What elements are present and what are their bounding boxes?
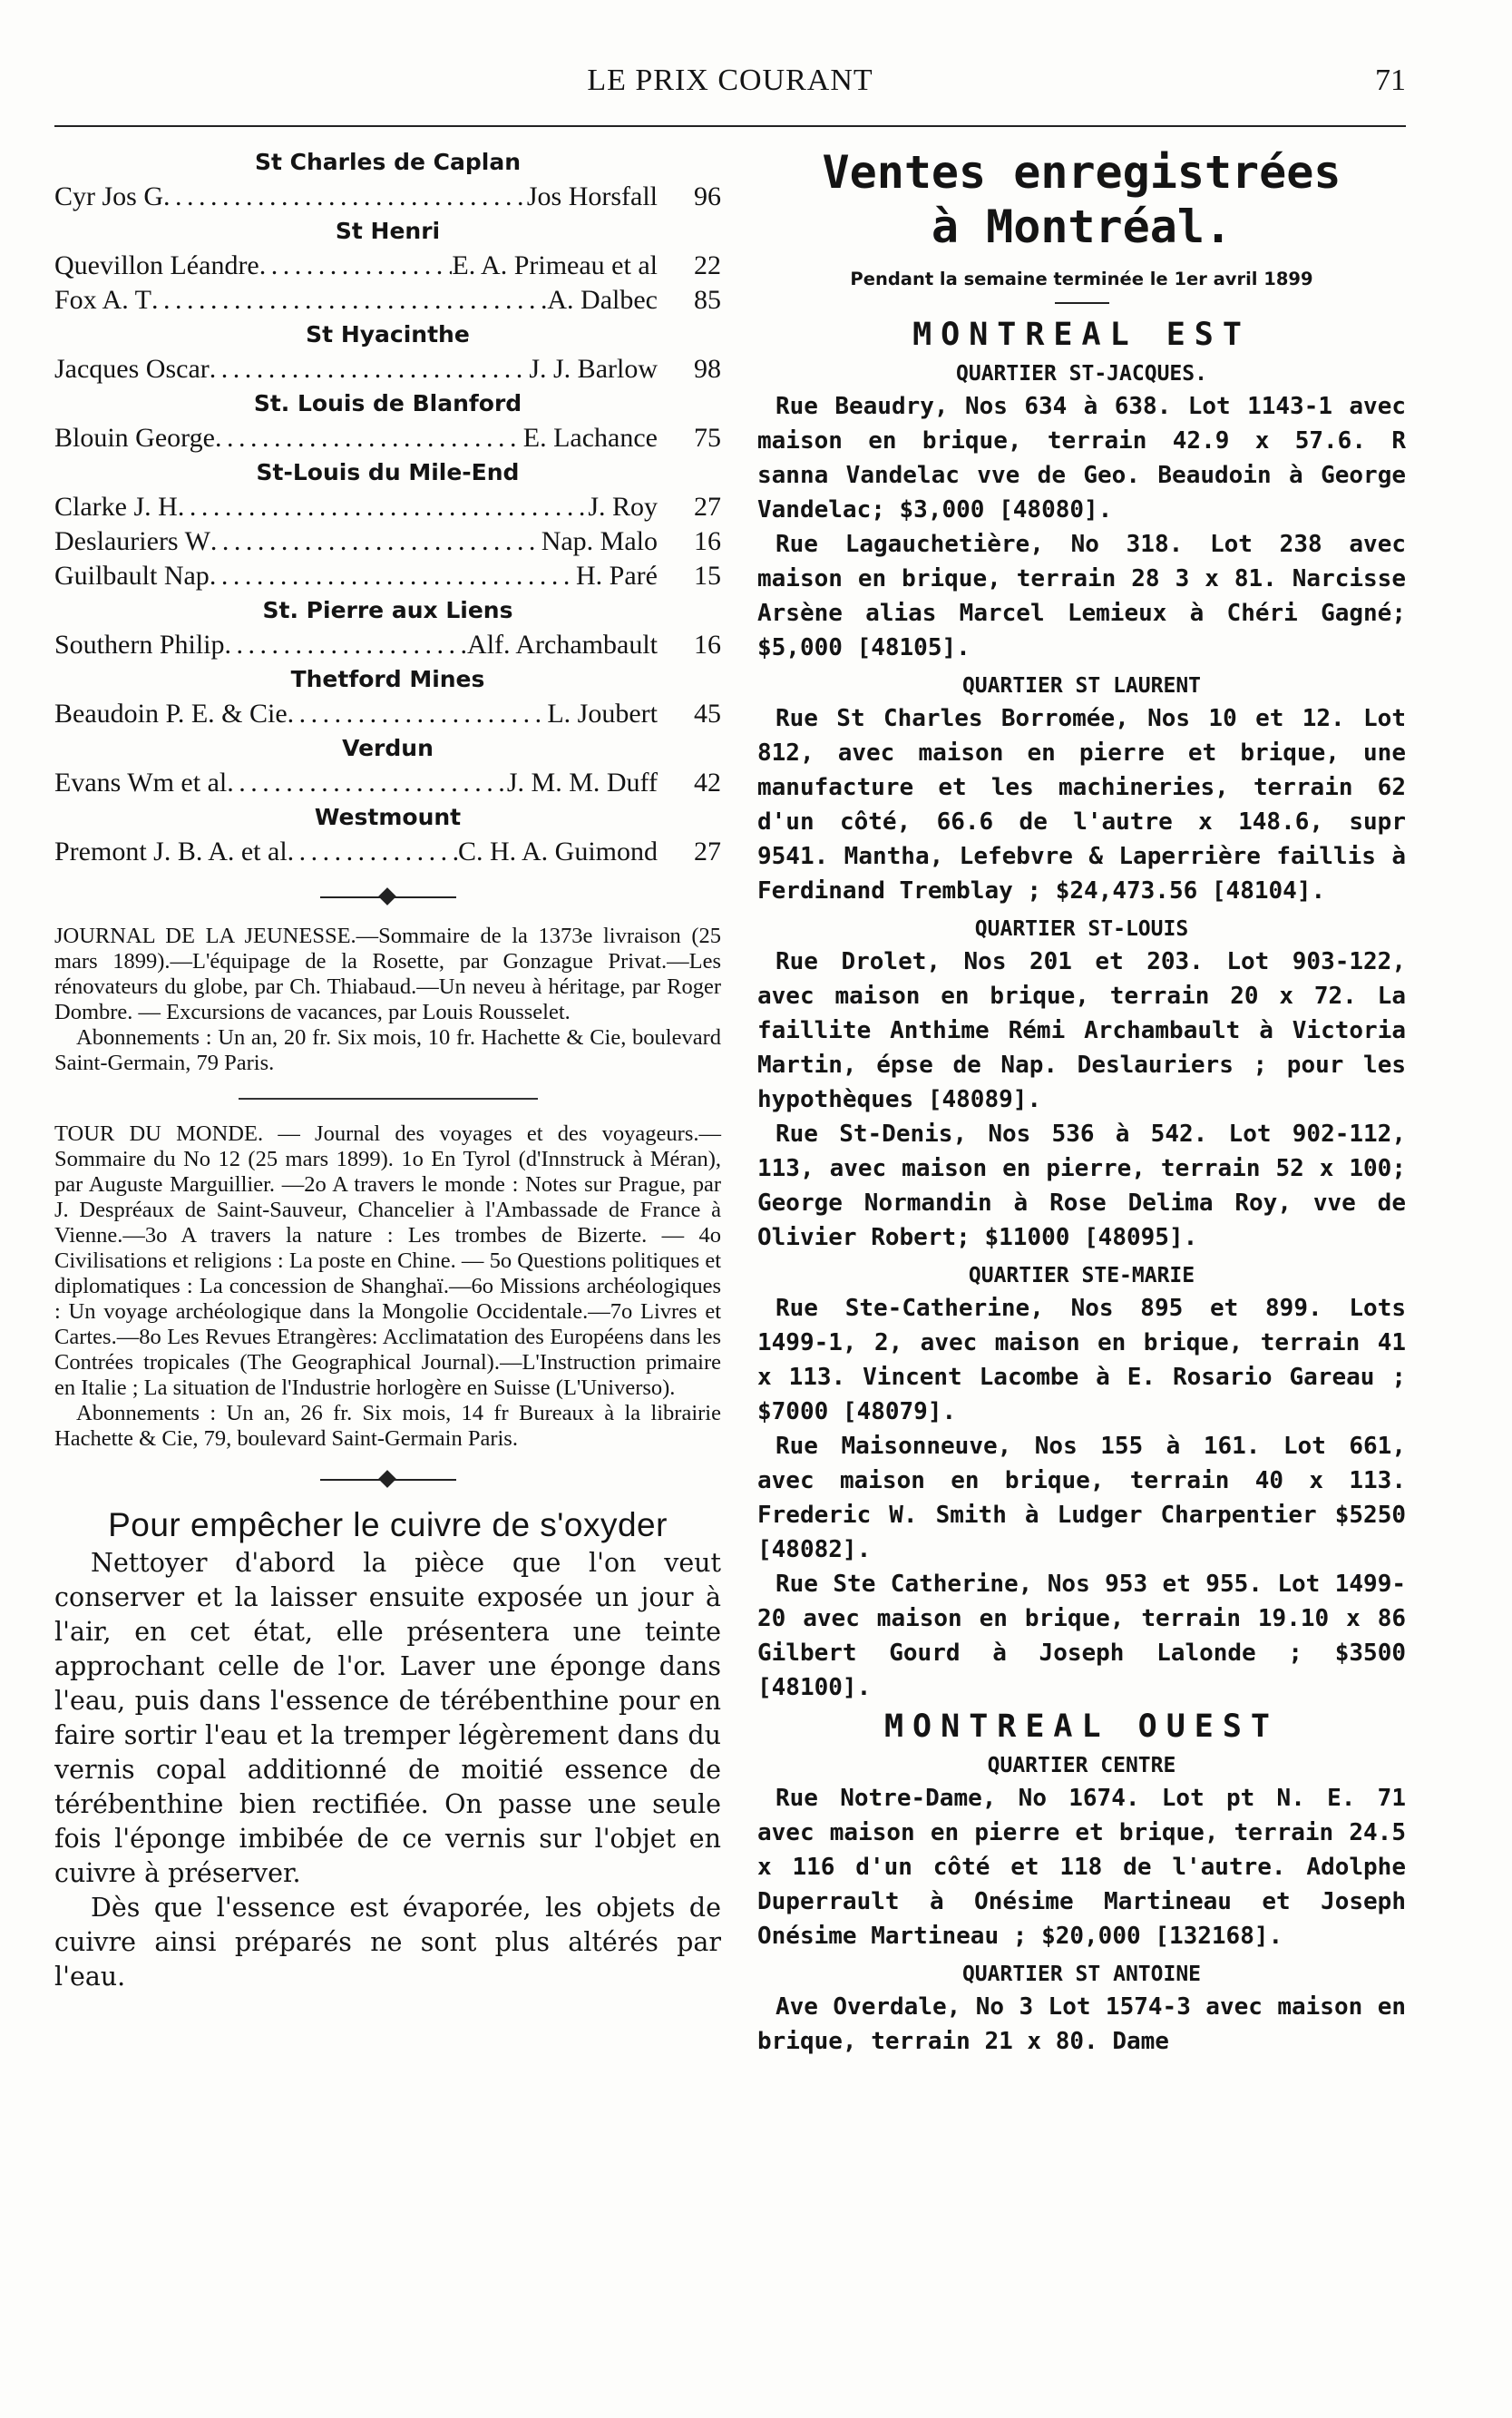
locality-heading: Westmount (314, 804, 462, 830)
entry-number: 27 (694, 837, 721, 866)
seller-name: H. Paré (576, 561, 658, 591)
buyer-name: Beaudoin P. E. & Cie (54, 699, 288, 729)
tour-summary: TOUR DU MONDE. — Journal des voyages et des voyageurs.—Sommaire du No 12 (25 mars 1899). 1o En Tyrol (d'Innstruck à Méran), par Auguste Marguillier. —2o A travers le monde : Notes sur Prague, par J. Despréaux de Saint-Sauveur, Chancelier à l'Ambassade de France à Vienne.—3o A travers la nature : Les trombes de Bizerte. — 4o Civilisations et religions : La poste en Chine. — 5o Questions politiques et diplomatiques : La concession de Shanghaï.—6o Missions archéologiques : Un voyage archéologique dans la Mongolie Occidentale.—7o Livres et Cartes.—8o Les Revues Etrangères: Acclimatation des Européens dans les Contrées tropicales (The Geographical Journal).—L'Instruction primaire en Italie ; La situation de l'Industrie horlogère en Suisse (L'Universo). (54, 1121, 721, 1400)
notice-rule (239, 1098, 538, 1100)
dot-leader (163, 180, 527, 214)
buyer-name: Cyr Jos G (54, 181, 164, 211)
buyer-name: Southern Philip (54, 630, 225, 660)
sale-entry (54, 421, 721, 455)
buyer-name: Fox A. T (54, 285, 151, 315)
entry-number: 42 (694, 768, 721, 798)
section-divider (54, 1470, 721, 1488)
seller-name: L. Joubert (547, 699, 658, 729)
buyer-name: Guilbault Nap (54, 561, 210, 591)
quartier-heading: QUARTIER ST ANTOINE (961, 1963, 1202, 1986)
seller-name: Jos Horsfall (526, 181, 658, 211)
entry-number: 75 (694, 423, 721, 453)
tour-subscription: Abonnements : Un an, 26 fr. Six mois, 14 fr Bureaux à la librairie Hachette & Cie, 79, boulevard Saint-Germain Paris. (54, 1401, 721, 1451)
sale-record: Rue St-Denis, Nos 536 à 542. Lot 902-112, 113, avec maison en pierre, terrain 52 x 100; George Normandin à Rose Delima Roy, vve de Olivier Robert; $11000 [48095]. (757, 1121, 1406, 1251)
entry-number: 45 (694, 699, 721, 729)
buyer-name: Clarke J. H (54, 492, 178, 522)
regional-sales-list (54, 145, 721, 869)
entry-number: 98 (694, 354, 721, 384)
article-title: Pour empêcher le cuivre de s'oxyder (108, 1506, 668, 1543)
dot-leader (288, 697, 548, 731)
title-rule (1055, 302, 1109, 304)
entry-number: 85 (694, 285, 721, 315)
sale-record: Ave Overdale, No 3 Lot 1574-3 avec maison en brique, terrain 21 x 80. Dame (757, 1993, 1406, 2055)
dot-leader (259, 249, 453, 283)
seller-name: Alf. Archambault (467, 630, 658, 660)
locality-heading: St-Louis du Mile-End (256, 459, 520, 485)
sale-entry (54, 180, 721, 214)
sale-record: Rue Ste-Catherine, Nos 895 et 899. Lots 1499-1, 2, avec maison en brique, terrain 41 x 113. Vincent Lacombe à E. Rosario Gareau ; $7000 [48079]. (757, 1295, 1406, 1425)
dot-leader (178, 490, 589, 524)
locality-heading: St Hyacinthe (306, 321, 470, 348)
seller-name: J. Roy (588, 492, 658, 522)
sale-record: Rue Notre-Dame, No 1674. Lot pt N. E. 71 avec maison en pierre et brique, terrain 24.5 x 116 d'un côté et 118 de l'autre. Adolphe Duperrault à Onésime Martineau et Joseph Onésime Martineau ; $20,000 [132168]. (757, 1785, 1406, 1950)
buyer-name: Evans Wm et al (54, 768, 228, 798)
right-column (757, 145, 1406, 2059)
sale-entry (54, 524, 721, 559)
sale-entry (54, 628, 721, 662)
locality-heading: St Charles de Caplan (254, 149, 522, 175)
journal-subscription: Abonnements : Un an, 20 fr. Six mois, 10 fr. Hachette & Cie, boulevard Saint-Germain, 79 Paris. (54, 1025, 721, 1075)
sale-record: Rue Beaudry, Nos 634 à 638. Lot 1143-1 avec maison en brique, terrain 42.9 x 57.6. R sanna Vandelac vve de Geo. Beaudoin à George Vandelac; $3,000 [48080]. (757, 393, 1406, 524)
dot-leader (225, 628, 468, 662)
sale-entry (54, 249, 721, 283)
seller-name: J. M. M. Duff (506, 768, 658, 798)
sale-entry (54, 352, 721, 387)
locality-heading: Verdun (342, 735, 434, 761)
article-paragraph: Nettoyer d'abord la pièce que l'on veut conserver et la laisser ensuite exposée un jour à l'air, en cet état, elle présentera une teinte approchant celle de l'or. Laver une éponge dans l'eau, puis dans l'essence de térébenthine pour en faire sortir l'eau et la tremper légèrement dans du vernis copal additionné de moitié essence de térébenthine bien rectifiée. On passe une seule fois l'éponge imbibée de ce vernis sur l'objet en cuivre à préserver. (54, 1548, 721, 1888)
dot-leader (288, 835, 458, 869)
buyer-name: Blouin George (54, 423, 215, 453)
seller-name: E. A. Primeau et al (452, 250, 658, 280)
section-subtitle: Pendant la semaine terminée le 1er avril 1899 (850, 269, 1313, 289)
entry-number: 16 (694, 526, 721, 556)
buyer-name: Premont J. B. A. et al (54, 837, 288, 866)
quartier-heading: QUARTIER ST-JACQUES. (956, 362, 1207, 386)
sale-entry (54, 835, 721, 869)
locality-heading: St. Louis de Blanford (253, 390, 522, 416)
left-column (54, 145, 721, 1994)
district-heading: MONTREAL OUEST (883, 1708, 1279, 1745)
dot-leader (210, 559, 576, 593)
locality-heading: St Henri (335, 218, 441, 244)
article-paragraph: Dès que l'essence est évaporée, les objets de cuivre ainsi préparés ne sont plus altérés par l'eau. (54, 1893, 721, 1992)
sale-record: Rue Ste Catherine, Nos 953 et 955. Lot 1499-20 avec maison en brique, terrain 19.10 x 86 Gilbert Gourd à Joseph Lalonde ; $3500 [48100]. (757, 1571, 1406, 1701)
dot-leader (227, 766, 507, 800)
entry-number: 27 (694, 492, 721, 522)
page-header (54, 64, 1406, 118)
quartier-heading: QUARTIER ST-LOUIS (974, 917, 1189, 941)
buyer-name: Jacques Oscar (54, 354, 210, 384)
buyer-name: Quevillon Léandre (54, 250, 259, 280)
buyer-name: Deslauriers W (54, 526, 210, 556)
sale-record: Rue St Charles Borromée, Nos 10 et 12. Lot 812, avec maison en pierre et brique, une manufacture et les machineries, terrain 62 d'un côté, 66.6 de l'autre x 148.6, supr 9541. Mantha, Lefebvre & Laperrière faillis à Ferdinand Tremblay ; $24,473.56 [48104]. (757, 705, 1406, 905)
entry-number: 16 (694, 630, 721, 660)
dot-leader (210, 352, 530, 387)
seller-name: J. J. Barlow (529, 354, 658, 384)
seller-name: E. Lachance (522, 423, 658, 453)
journal-summary: JOURNAL DE LA JEUNESSE.—Sommaire de la 1373e livraison (25 mars 1899).—L'équipage de la Rosette, par Gonzague Privat.—Les rénovateurs du globe, par Ch. Thiabaud.—Un neveu à héritage, par Roger Dombre. — Excursions de vacances, par Louis Rousselet. (54, 924, 721, 1024)
header-rule (54, 125, 1406, 127)
section-divider (54, 887, 721, 906)
sale-record: Rue Lagauchetière, No 318. Lot 238 avec maison en brique, terrain 28 3 x 81. Narcisse Arsène alias Marcel Lemieux à Chéri Gagné; $5,000 [48105]. (757, 531, 1406, 661)
sale-entry (54, 766, 721, 800)
quartier-heading: QUARTIER CENTRE (987, 1754, 1176, 1777)
quartier-heading: QUARTIER ST LAURENT (961, 674, 1202, 698)
entry-number: 15 (694, 561, 721, 591)
dot-leader (151, 283, 547, 318)
entry-number: 96 (694, 181, 721, 211)
district-heading: MONTREAL EST (912, 317, 1251, 353)
locality-heading: St. Pierre aux Liens (262, 597, 513, 623)
sale-entry (54, 697, 721, 731)
sale-entry (54, 559, 721, 593)
seller-name: A. Dalbec (547, 285, 658, 315)
seller-name: C. H. A. Guimond (457, 837, 658, 866)
sale-entry (54, 490, 721, 524)
section-title-line2: à Montréal. (931, 201, 1233, 253)
section-title: Ventes enregistrées (822, 146, 1341, 199)
sale-entry (54, 283, 721, 318)
running-title: LE PRIX COURANT (587, 64, 873, 97)
entry-number: 22 (694, 250, 721, 280)
sale-record: Rue Drolet, Nos 201 et 203. Lot 903-122, avec maison en brique, terrain 20 x 72. La faillite Anthime Rémi Archambault à Victoria Martin, épse de Nap. Deslauriers ; pour les hypothèques [48089]. (757, 948, 1406, 1113)
dot-leader (210, 524, 541, 559)
dot-leader (215, 421, 523, 455)
montreal-sales (757, 317, 1406, 2059)
page-number: 71 (1375, 64, 1406, 97)
seller-name: Nap. Malo (541, 526, 658, 556)
quartier-heading: QUARTIER STE-MARIE (968, 1264, 1195, 1287)
sale-record: Rue Maisonneuve, Nos 155 à 161. Lot 661, avec maison en brique, terrain 40 x 113. Frederic W. Smith à Ludger Charpentier $5250 [48082]. (757, 1433, 1406, 1563)
locality-heading: Thetford Mines (290, 666, 485, 692)
